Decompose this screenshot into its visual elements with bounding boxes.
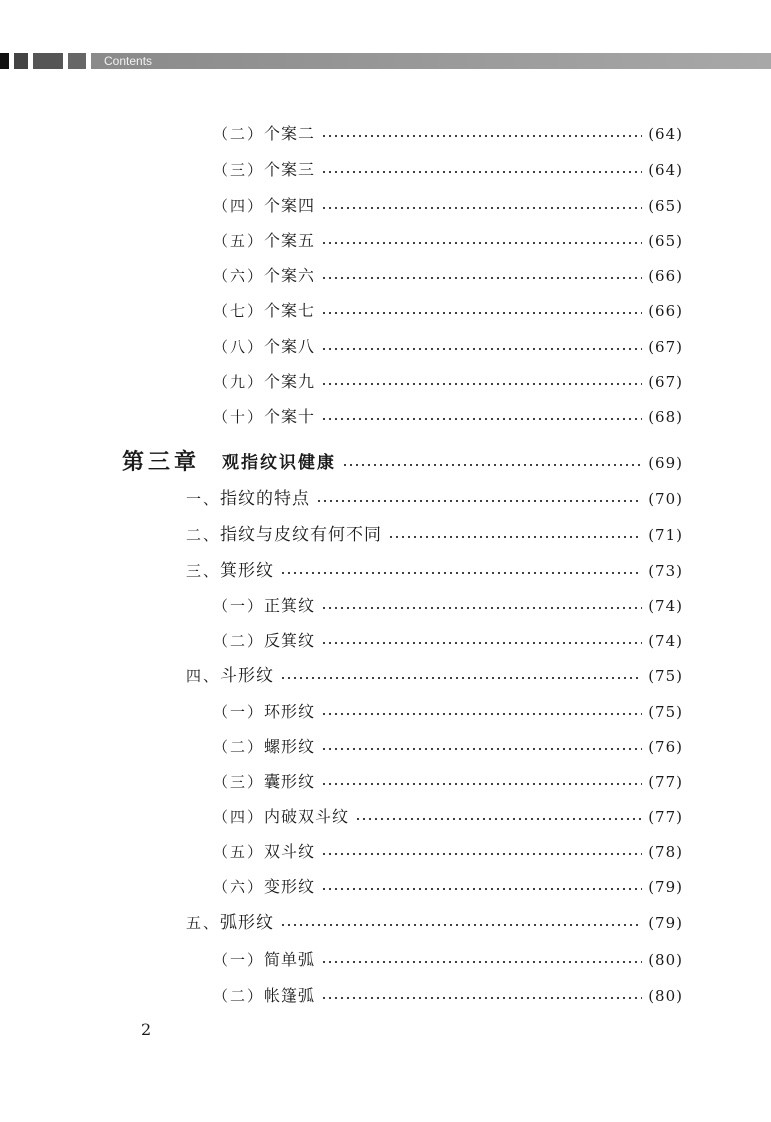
- toc-entry-page: (79): [648, 878, 683, 896]
- toc-entry-page: (76): [648, 738, 683, 756]
- dot-leader: [321, 369, 642, 395]
- toc-entry-title: 箕形纹: [220, 561, 275, 581]
- toc-entry[interactable]: [213, 734, 683, 760]
- toc-entry-number: （八）: [213, 338, 265, 356]
- toc-entry-page: (75): [648, 703, 683, 721]
- toc-entry[interactable]: [213, 839, 683, 865]
- toc-entry-page: (79): [648, 914, 683, 932]
- toc-entry-title: 简单弧: [264, 950, 316, 969]
- toc-entry-page: (65): [648, 232, 683, 250]
- toc-entry[interactable]: [213, 298, 683, 324]
- toc-entry-page: (80): [648, 987, 683, 1005]
- toc-entry-title: 螺形纹: [264, 737, 316, 756]
- toc-entry-number: （六）: [213, 878, 265, 896]
- toc-entry[interactable]: [213, 157, 683, 183]
- toc-entry-number: （二）: [213, 632, 265, 650]
- toc-entry-page: (64): [648, 125, 683, 143]
- toc-entry-page: (73): [648, 562, 683, 580]
- dot-leader: [321, 593, 642, 619]
- toc-entry[interactable]: [213, 874, 683, 900]
- toc-entry-page: (74): [648, 632, 683, 650]
- toc-entry-page: (71): [648, 526, 683, 544]
- toc-entry-title: 正箕纹: [264, 596, 316, 615]
- toc-entry-number: （九）: [213, 373, 265, 391]
- toc-entry-page: (66): [648, 267, 683, 285]
- toc-entry-number: （四）: [213, 197, 265, 215]
- dot-leader: [321, 404, 642, 430]
- toc-entry-page: (64): [648, 161, 683, 179]
- dot-leader: [321, 628, 642, 654]
- dot-leader: [280, 910, 642, 936]
- toc-entry-title: 内破双斗纹: [264, 807, 350, 826]
- dot-leader: [321, 734, 642, 760]
- toc-entry[interactable]: [186, 522, 683, 548]
- toc-entry-page: (66): [648, 302, 683, 320]
- toc-entry-title: 个案十: [264, 407, 316, 426]
- dot-leader: [321, 263, 642, 289]
- toc-entry[interactable]: [213, 983, 683, 1009]
- dot-leader: [321, 983, 642, 1009]
- toc-entry[interactable]: [213, 804, 683, 830]
- toc-entry-title: 个案二: [264, 124, 316, 143]
- toc-entry-number: （七）: [213, 302, 265, 320]
- dot-leader: [321, 121, 642, 147]
- toc-entry-page: (78): [648, 843, 683, 861]
- chapter-number: 第三章: [122, 450, 201, 475]
- toc-entry-number: 五、: [186, 914, 221, 932]
- toc-entry-title: 双斗纹: [264, 842, 316, 861]
- toc-entry-title: 弧形纹: [220, 913, 275, 933]
- toc-entry-page: (68): [648, 408, 683, 426]
- toc-entry-title: 个案八: [264, 337, 316, 356]
- dot-leader: [321, 228, 642, 254]
- toc-entry[interactable]: [213, 228, 683, 254]
- toc-entry-page: (65): [648, 197, 683, 215]
- toc-entry-title: 指纹与皮纹有何不同: [220, 525, 383, 545]
- toc-entry-number: （一）: [213, 703, 265, 721]
- toc-entry[interactable]: [213, 404, 683, 430]
- toc-entry-page: (69): [648, 454, 683, 472]
- toc-entry[interactable]: [213, 769, 683, 795]
- toc-entry-number: （六）: [213, 267, 265, 285]
- toc-entry-page: (77): [648, 808, 683, 826]
- toc-entry[interactable]: [186, 910, 683, 936]
- toc-entry-page: (77): [648, 773, 683, 791]
- toc-entry-number: （一）: [213, 951, 265, 969]
- toc-entry[interactable]: [213, 699, 683, 725]
- toc-entry[interactable]: [213, 121, 683, 147]
- toc-entry-title: 变形纹: [264, 877, 316, 896]
- toc-entry-page: (67): [648, 373, 683, 391]
- toc-entry-number: （三）: [213, 161, 265, 179]
- toc-entry[interactable]: [186, 663, 683, 689]
- dot-leader: [321, 947, 642, 973]
- toc-entry-page: (70): [648, 490, 683, 508]
- toc-entry-title: 斗形纹: [220, 666, 275, 686]
- toc-entry[interactable]: [186, 486, 683, 512]
- chapter-title: 观指纹识健康: [222, 453, 337, 473]
- toc-chapter-entry[interactable]: [122, 450, 683, 476]
- toc-entry-number: （五）: [213, 232, 265, 250]
- toc-entry-page: (80): [648, 951, 683, 969]
- toc-entry-number: （二）: [213, 987, 265, 1005]
- toc-entry[interactable]: [213, 947, 683, 973]
- dot-leader: [342, 450, 642, 476]
- toc-entry-title: 个案九: [264, 372, 316, 391]
- toc-entry-number: （五）: [213, 843, 265, 861]
- toc-entry-title: 个案四: [264, 196, 316, 215]
- dot-leader: [321, 298, 642, 324]
- dot-leader: [321, 769, 642, 795]
- toc-entry[interactable]: [213, 263, 683, 289]
- toc-entry-page: (75): [648, 667, 683, 685]
- toc-entry-title: 个案三: [264, 160, 316, 179]
- toc-entry-number: （二）: [213, 738, 265, 756]
- toc-entry-number: 三、: [186, 562, 221, 580]
- toc-entry-number: （一）: [213, 597, 265, 615]
- toc-entry-title: 个案六: [264, 266, 316, 285]
- toc-entry-number: （四）: [213, 808, 265, 826]
- dot-leader: [321, 874, 642, 900]
- toc-entry[interactable]: [213, 334, 683, 360]
- toc-entry-number: 二、: [186, 526, 221, 544]
- toc-entry[interactable]: [213, 193, 683, 219]
- toc-entry-number: （十）: [213, 408, 265, 426]
- toc-entry[interactable]: [213, 628, 683, 654]
- toc-entry-title: 囊形纹: [264, 772, 316, 791]
- dot-leader: [321, 699, 642, 725]
- toc-entry-number: 一、: [186, 490, 221, 508]
- toc-entry-page: (67): [648, 338, 683, 356]
- page-number: 2: [141, 1020, 152, 1039]
- dot-leader: [280, 663, 642, 689]
- dot-leader: [355, 804, 642, 830]
- toc-entry-title: 指纹的特点: [220, 489, 311, 509]
- dot-leader: [280, 558, 642, 584]
- header-label: Contents: [104, 54, 153, 68]
- toc-entry[interactable]: [213, 593, 683, 619]
- dot-leader: [321, 839, 642, 865]
- dot-leader: [321, 193, 642, 219]
- toc-entry-page: (74): [648, 597, 683, 615]
- dot-leader: [388, 522, 642, 548]
- dot-leader: [321, 334, 642, 360]
- toc-entry-number: （二）: [213, 125, 265, 143]
- toc-entry-number: 四、: [186, 667, 221, 685]
- toc-entry-title: 环形纹: [264, 702, 316, 721]
- toc-entry[interactable]: [186, 558, 683, 584]
- dot-leader: [321, 157, 642, 183]
- toc-entry-title: 个案五: [264, 231, 316, 250]
- toc-entry-title: 帐篷弧: [264, 986, 316, 1005]
- toc-entry-number: （三）: [213, 773, 265, 791]
- dot-leader: [316, 486, 642, 512]
- toc-entry[interactable]: [213, 369, 683, 395]
- toc-entry-title: 反箕纹: [264, 631, 316, 650]
- toc-entry-title: 个案七: [264, 301, 316, 320]
